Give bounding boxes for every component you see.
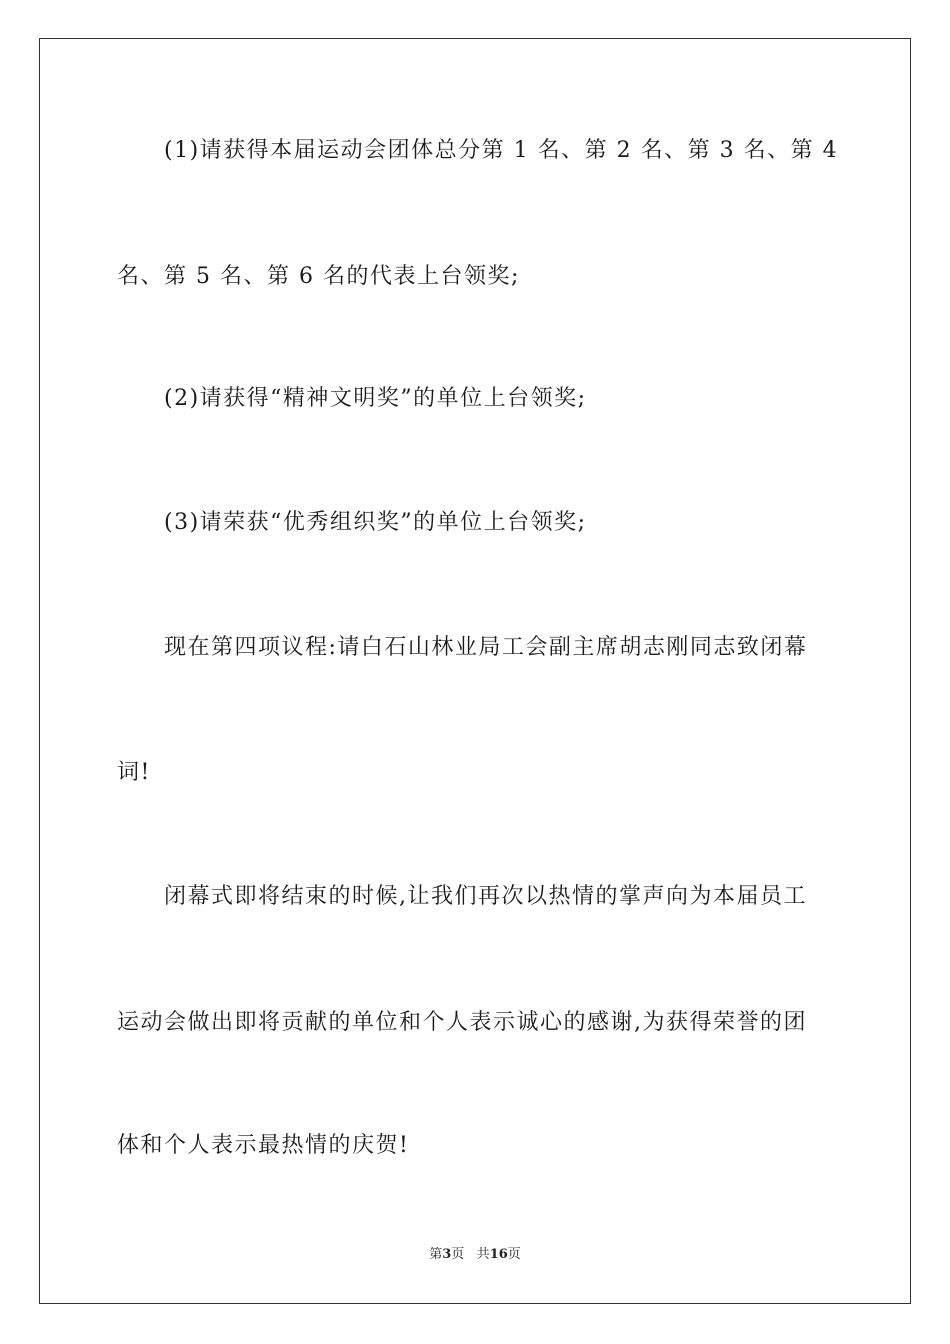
paragraph-line-7: 闭幕式即将结束的时候,让我们再次以热情的掌声向为本届员工 <box>164 884 807 909</box>
paragraph-line-9: 体和个人表示最热情的庆贺! <box>117 1133 410 1158</box>
footer-page-current: 3 <box>442 1247 452 1262</box>
footer-page-prefix: 第 <box>429 1247 443 1262</box>
paragraph-line-1: (1)请获得本届运动会团体总分第 1 名、第 2 名、第 3 名、第 4 <box>164 138 839 163</box>
page-border <box>39 38 911 1304</box>
paragraph-line-5: 现在第四项议程:请白石山林业局工会副主席胡志刚同志致闭幕 <box>164 635 808 660</box>
footer-page-total: 16 <box>489 1247 508 1262</box>
footer-total-prefix: 共 <box>476 1247 490 1262</box>
paragraph-line-4: (3)请荣获“优秀组织奖”的单位上台领奖; <box>164 510 587 535</box>
paragraph-line-8: 运动会做出即将贡献的单位和个人表示诚心的感谢,为获得荣誉的团 <box>117 1010 807 1035</box>
footer-total-suffix: 页 <box>507 1247 521 1262</box>
paragraph-line-6: 词! <box>117 760 151 785</box>
page-footer <box>0 1246 950 1264</box>
footer-page-suffix: 页 <box>451 1247 465 1262</box>
paragraph-line-3: (2)请获得“精神文明奖”的单位上台领奖; <box>164 386 587 411</box>
paragraph-line-2: 名、第 5 名、第 6 名的代表上台领奖; <box>117 264 520 289</box>
